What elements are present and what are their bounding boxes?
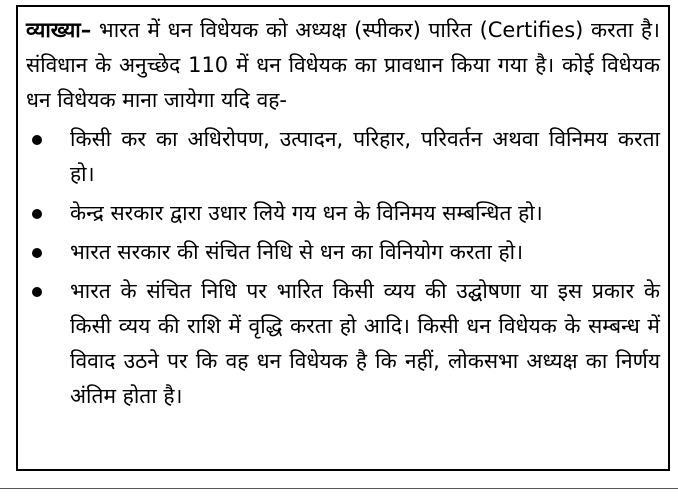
intro-paragraph — [26, 13, 660, 118]
list-item — [26, 196, 660, 231]
bullet-icon — [32, 248, 42, 258]
list-item-text: भारत के संचित निधि पर भारित किसी व्यय की उद्घोषणा या इस प्रकार के किसी व्यय की राशि में वृद्धि करता हो आदि। किसी धन विधेयक के सम्बन्ध में विवाद उठने पर कि वह धन विधेयक है कि नहीं, लोकसभा अध्यक्ष का निर्णय अंतिम होता है। — [70, 279, 660, 408]
bullet-icon — [32, 135, 42, 145]
bullet-icon — [32, 209, 42, 219]
list-item — [26, 274, 660, 414]
list-item-text: भारत सरकार की संचित निधि से धन का विनियोग करता हो। — [70, 240, 524, 264]
explanation-label: व्याख्या– — [26, 18, 92, 42]
bottom-divider — [0, 488, 678, 489]
intro-text: भारत में धन विधेयक को अध्यक्ष (स्पीकर) पारित (Certifies) करता है। संविधान के अनुच्छेद 110 में धन विधेयक का प्रावधान किया गया है। कोई विधेयक धन विधेयक माना जायेगा यदि वह- — [26, 18, 660, 112]
list-item — [26, 122, 660, 192]
explanation-box — [16, 5, 670, 471]
condition-list — [26, 122, 660, 414]
bullet-icon — [32, 287, 42, 297]
list-item-text: केन्द्र सरकार द्वारा उधार लिये गय धन के विनिमय सम्बन्धित हो। — [70, 201, 543, 225]
list-item — [26, 235, 660, 270]
list-item-text: किसी कर का अधिरोपण, उत्पादन, परिहार, परिवर्तन अथवा विनिमय करता हो। — [70, 127, 660, 186]
